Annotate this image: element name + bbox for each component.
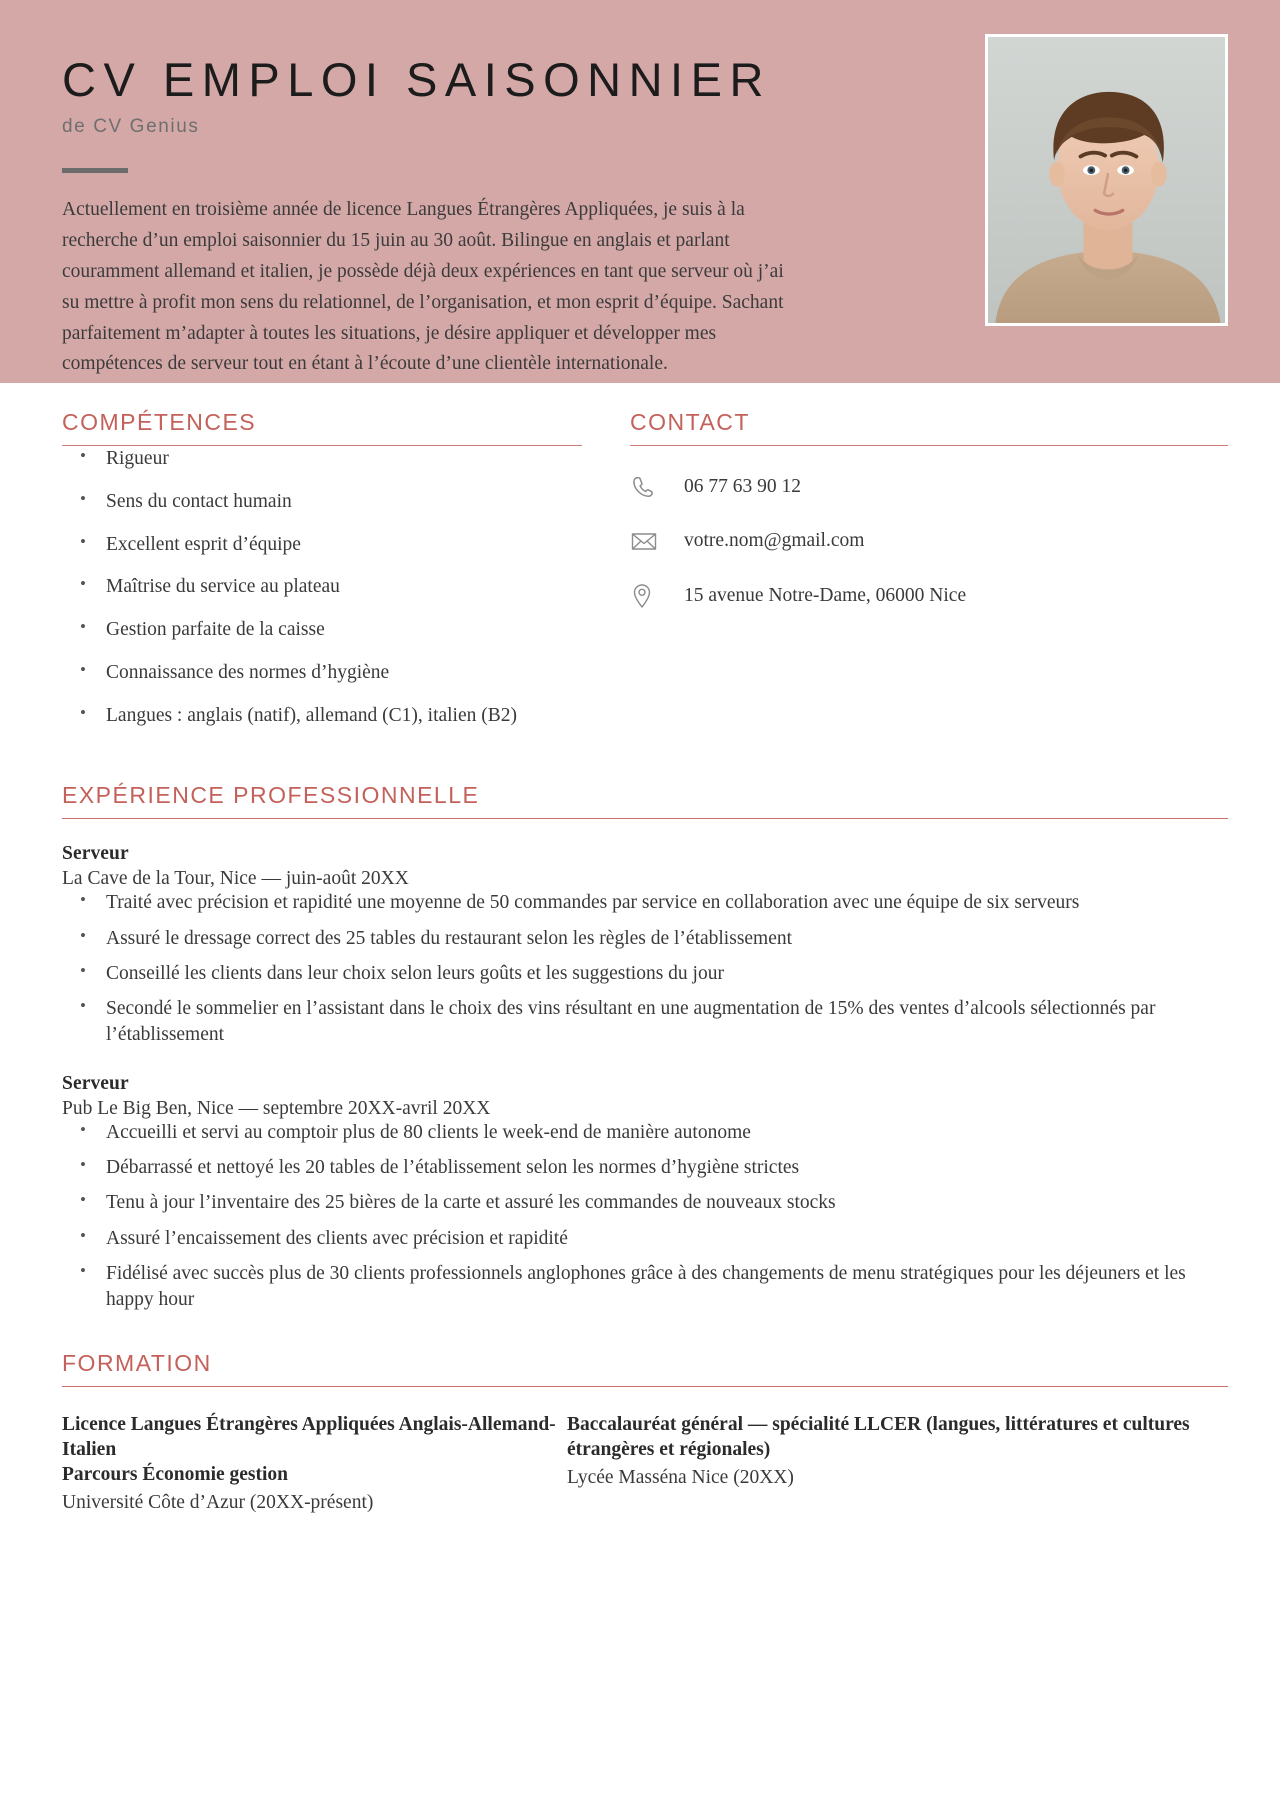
list-item: • Fidélisé avec succès plus de 30 clients professionnels anglophones grâce à des changements de menu stratégiques pour les déjeuners et les happy hour — [62, 1261, 1228, 1314]
page-subtitle: de CV Genius — [62, 115, 200, 137]
list-item: • Excellent esprit d’équipe — [62, 532, 582, 558]
job-bullets — [62, 1120, 1228, 1314]
education-degree: Baccalauréat général — spécialité LLCER (langues, littératures et cultures étrangères et régionales) — [567, 1414, 1190, 1461]
contact-list — [630, 474, 1228, 610]
experience-section — [62, 782, 1228, 1314]
list-item: • Gestion parfaite de la caisse — [62, 617, 582, 643]
avatar — [985, 34, 1228, 326]
contact-section — [630, 409, 1228, 746]
list-item: • Secondé le sommelier en l’assistant dans le choix des vins résultant en une augmentation de 15% des ventes d’alcools sélectionnés par l’établissement — [62, 996, 1228, 1049]
header-text-block — [62, 34, 807, 380]
column-gap — [582, 409, 630, 746]
job-position: Serveur — [62, 843, 129, 865]
list-item: • Langues : anglais (natif), allemand (C1), italien (B2) — [62, 703, 582, 729]
skills-contact-row — [62, 409, 1228, 746]
list-item: • Sens du contact humain — [62, 489, 582, 515]
education-grid — [62, 1413, 1228, 1515]
list-item: • Conseillé les clients dans leur choix selon leurs goûts et les suggestions du jour — [62, 961, 1228, 987]
contact-phone-row — [630, 474, 1228, 500]
list-item: • Rigueur — [62, 446, 582, 472]
contact-phone-value: 06 77 63 90 12 — [684, 476, 801, 497]
education-entry — [62, 1413, 567, 1515]
list-item: • Débarrassé et nettoyé les 20 tables de l’établissement selon les normes d’hygiène strictes — [62, 1155, 1228, 1181]
list-item: • Accueilli et servi au comptoir plus de 80 clients le week-end de manière autonome — [62, 1120, 1228, 1146]
education-school: Lycée Masséna Nice (20XX) — [567, 1467, 794, 1489]
experience-entry — [62, 1073, 1228, 1314]
experience-entry — [62, 843, 1228, 1049]
profile-summary: Actuellement en troisième année de licence Langues Étrangères Appliquées, je suis à la recherche d’un emploi saisonnier du 15 juin au 30 août. Bilingue en anglais et parlant couramment allemand et italien, je possède déjà deux expériences en tant que serveur où j’ai su mettre à profit mon sens du relationnel, de l’organisation, et mon esprit d’équipe. Sachant parfaitement m’adapter à toutes les situations, je désire appliquer et développer mes compétences de serveur tout en étant à l’écoute d’une clientèle internationale. — [62, 198, 784, 375]
portrait-photo-icon — [988, 37, 1225, 323]
cv-body — [0, 409, 1280, 1515]
contact-email-row — [630, 528, 1228, 554]
contact-section-title: CONTACT — [630, 409, 750, 435]
list-item: • Assuré l’encaissement des clients avec précision et rapidité — [62, 1226, 1228, 1252]
education-section-title: FORMATION — [62, 1349, 212, 1376]
title-divider — [62, 168, 128, 173]
experience-section-title: EXPÉRIENCE PROFESSIONNELLE — [62, 781, 480, 808]
phone-icon — [630, 474, 666, 500]
skills-section-title: COMPÉTENCES — [62, 409, 257, 435]
contact-section-divider — [630, 445, 1228, 446]
education-section — [62, 1350, 1228, 1516]
job-company-dates: La Cave de la Tour, Nice — juin-août 20XX — [62, 868, 409, 890]
skills-list — [62, 446, 582, 729]
cv-header — [0, 0, 1280, 383]
location-pin-icon — [630, 582, 666, 610]
contact-address-row — [630, 582, 1228, 610]
envelope-icon — [630, 528, 666, 554]
experience-section-divider — [62, 818, 1228, 820]
job-position: Serveur — [62, 1072, 129, 1094]
education-degree: Licence Langues Étrangères Appliquées Anglais-Allemand-Italien Parcours Économie gestion — [62, 1414, 556, 1486]
education-section-divider — [62, 1386, 1228, 1388]
page-title: CV EMPLOI SAISONNIER — [62, 53, 771, 106]
list-item: • Tenu à jour l’inventaire des 25 bières de la carte et assuré les commandes de nouveaux stocks — [62, 1190, 1228, 1216]
skills-section — [62, 409, 582, 746]
contact-email-value: votre.nom@gmail.com — [684, 530, 865, 551]
education-school: Université Côte d’Azur (20XX-présent) — [62, 1491, 374, 1513]
list-item: • Traité avec précision et rapidité une moyenne de 50 commandes par service en collaboration avec une équipe de six serveurs — [62, 890, 1228, 916]
education-entry — [567, 1413, 1228, 1515]
job-bullets — [62, 890, 1228, 1049]
contact-address-value: 15 avenue Notre-Dame, 06000 Nice — [684, 585, 967, 606]
job-company-dates: Pub Le Big Ben, Nice — septembre 20XX-avril 20XX — [62, 1097, 491, 1119]
list-item: • Assuré le dressage correct des 25 tables du restaurant selon les règles de l’établissement — [62, 926, 1228, 952]
list-item: • Maîtrise du service au plateau — [62, 574, 582, 600]
list-item: • Connaissance des normes d’hygiène — [62, 660, 582, 686]
